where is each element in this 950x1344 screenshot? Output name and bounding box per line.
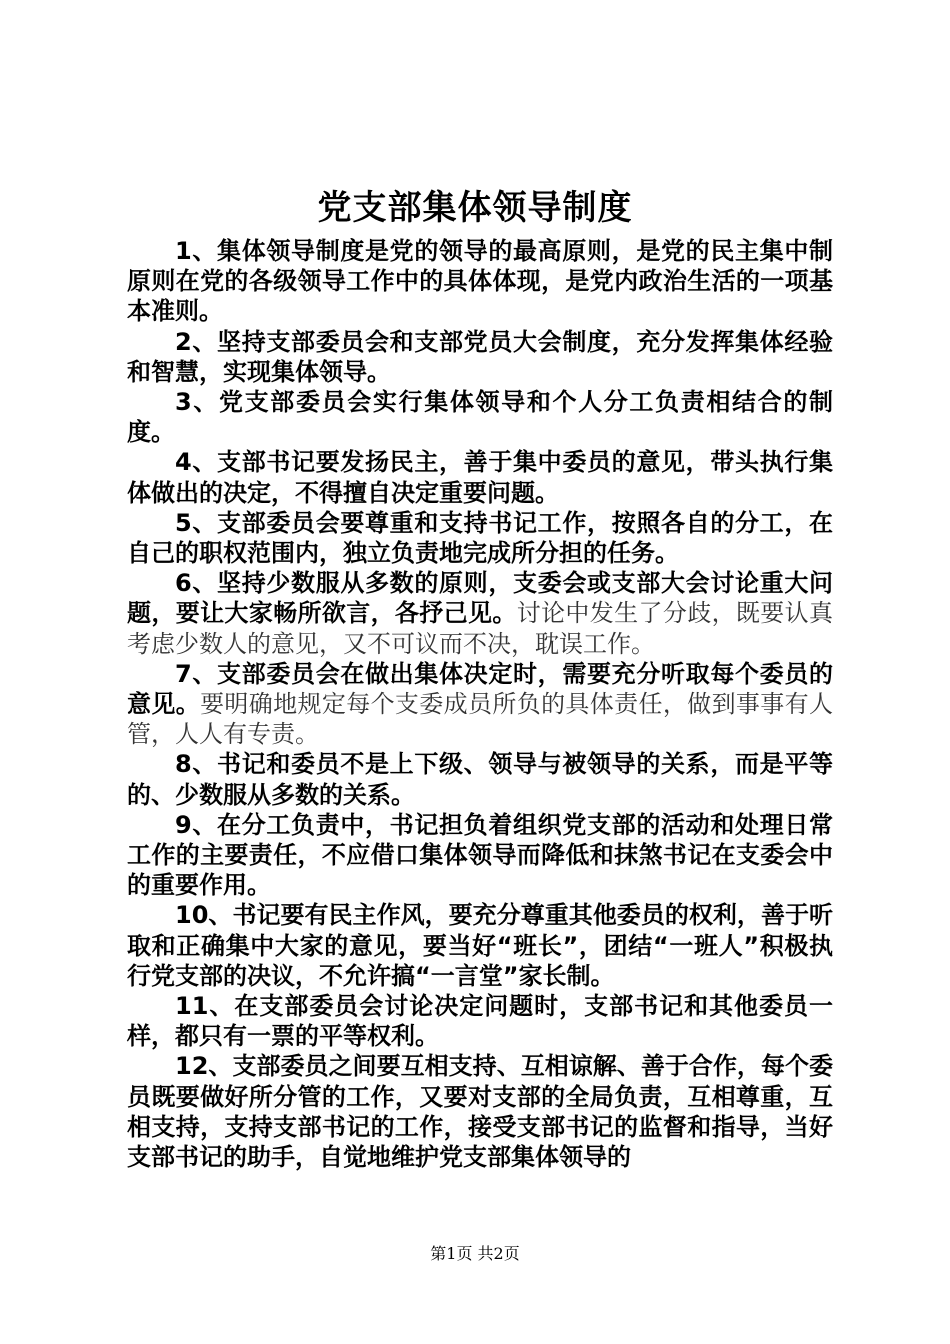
paragraph-2: 2、坚持支部委员会和支部党员大会制度，充分发挥集体经验和智慧，实现集体领导。 <box>127 327 833 386</box>
page-footer: 第1页 共2页 <box>430 1244 520 1263</box>
paragraph-7-continuation: 要明确地规定每个支委成员所负的具体责任，做到事事有人管，人人有专责。 <box>127 690 834 749</box>
paragraph-3: 3、党支部委员会实行集体领导和个人分工负责相结合的制度。 <box>127 388 833 447</box>
paragraph-4: 4、支部书记要发扬民主，善于集中委员的意见，带头执行集体做出的决定，不得擅自决定重要问题。 <box>127 448 833 507</box>
paragraph-5: 5、支部委员会要尊重和支持书记工作，按照各自的分工，在自己的职权范围内，独立负责地完成所分担的任务。 <box>127 508 833 568</box>
paragraph-9: 9、在分工负责中，书记担负着组织党支部的活动和处理日常工作的主要责任，不应借口集体领导而降低和抹煞书记在支委会中的重要作用。 <box>127 810 833 900</box>
document-body <box>127 236 833 1172</box>
paragraph-7: 7、支部委员会在做出集体决定时，需要充分听取每个委员的意见。要明确地规定每个支委成员所负的具体责任，做到事事有人管，人人有专责。 <box>127 659 834 749</box>
paragraph-12: 12、支部委员之间要互相支持、互相谅解、善于合作，每个委员既要做好所分管的工作，又要对支部的全局负责，互相尊重，互相支持，支持支部书记的工作，接受支部书记的监督和指导，当好支部书记的助手，自觉地维护党支部集体领导的 <box>127 1052 833 1172</box>
paragraph-11: 11、在支部委员会讨论决定问题时，支部书记和其他委员一样，都只有一票的平等权利。 <box>127 992 833 1051</box>
paragraph-10: 10、书记要有民主作风，要充分尊重其他委员的权利，善于听取和正确集中大家的意见，要当好“班长”，团结“一班人”积极执行党支部的决议，不允许搞“一言堂”家长制。 <box>127 901 833 990</box>
paragraph-6-continuation: 讨论中发生了分歧，既要认真考虑少数人的意见，又不可议而不决，耽误工作。 <box>127 599 834 658</box>
paragraph-8: 8、书记和委员不是上下级、领导与被领导的关系，而是平等的、少数服从多数的关系。 <box>127 750 833 809</box>
paragraph-1: 1、集体领导制度是党的领导的最高原则，是党的民主集中制原则在党的各级领导工作中的具体体现，是党内政治生活的一项基本准则。 <box>127 237 833 326</box>
paragraph-6: 6、坚持少数服从多数的原则，支委会或支部大会讨论重大问题，要让大家畅所欲言，各抒己见。讨论中发生了分歧，既要认真考虑少数人的意见，又不可议而不决，耽误工作。 <box>127 569 834 658</box>
document-title: 党支部集体领导制度 <box>317 188 633 228</box>
